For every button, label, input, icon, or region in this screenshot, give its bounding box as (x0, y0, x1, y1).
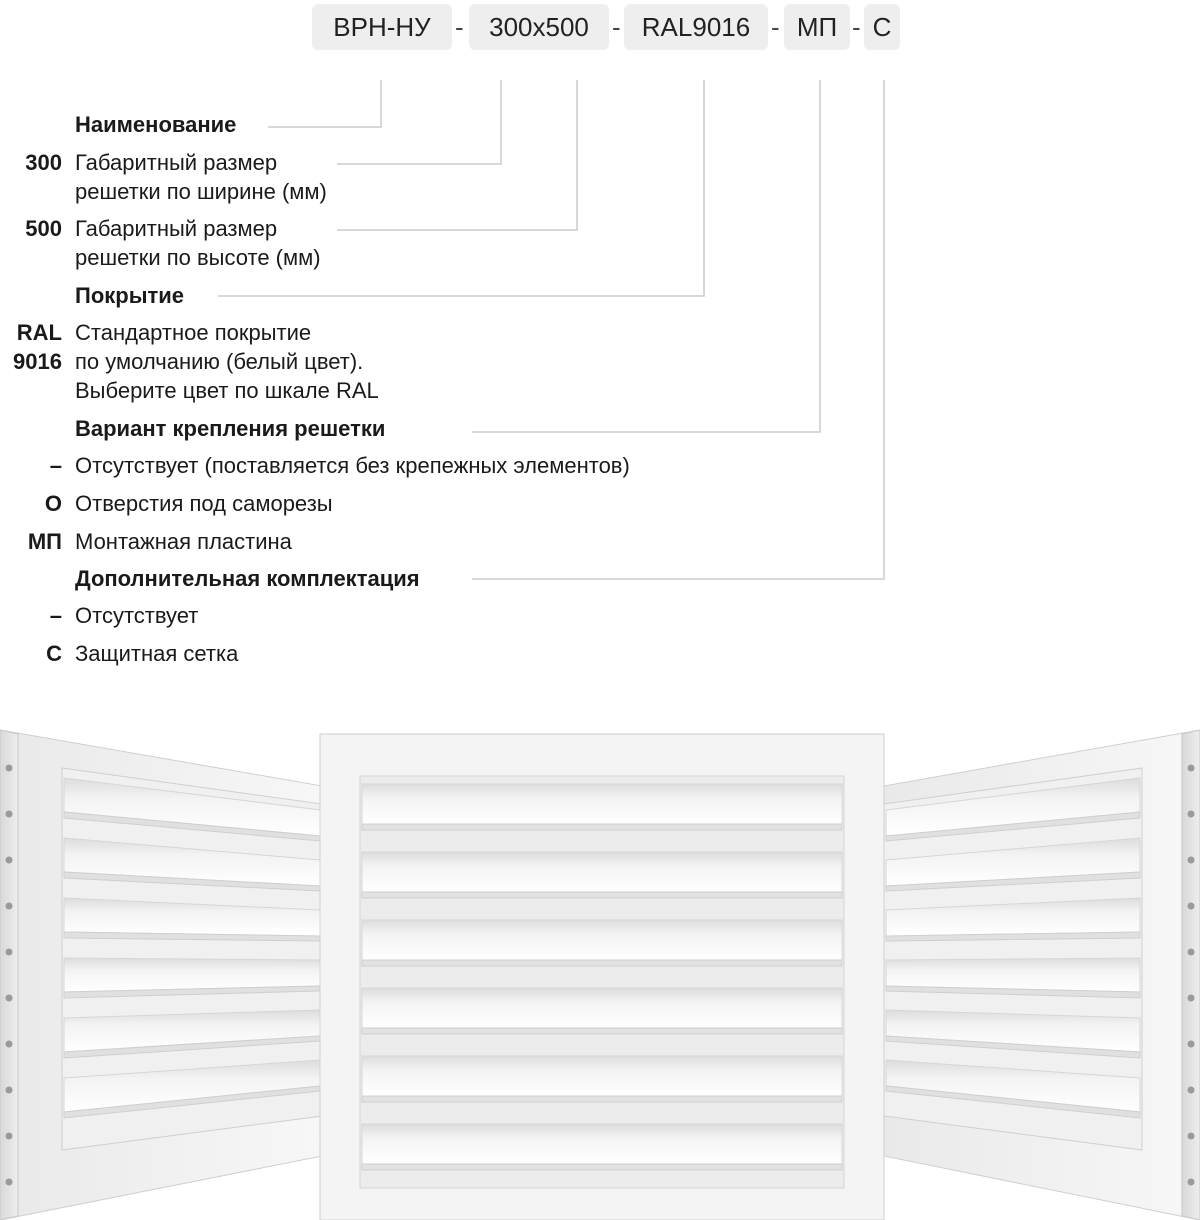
mounting-hole (1188, 995, 1195, 1002)
height-code: 500 (25, 216, 62, 241)
louver-slat (362, 852, 842, 892)
height-line2: решетки по высоте (мм) (75, 245, 321, 270)
mounting-hole (1188, 903, 1195, 910)
extra-title: Дополнительная комплектация (75, 566, 420, 591)
name-title: Наименование (75, 112, 237, 137)
connector-name (268, 80, 381, 127)
mounting-hole (1188, 1041, 1195, 1048)
mount-title: Вариант крепления решетки (75, 416, 386, 441)
louver-slat-edge (362, 892, 842, 898)
connector-height (337, 80, 577, 230)
louver-slat-edge (362, 824, 842, 830)
extra-option-text: Отсутствует (75, 603, 199, 628)
mount-option-text: Отверстия под саморезы (75, 491, 333, 516)
mounting-hole (6, 857, 13, 864)
code-separator: - (852, 12, 861, 42)
coating-code2: 9016 (13, 349, 62, 374)
code-separator: - (771, 12, 780, 42)
code-part-model: ВРН-НУ (312, 4, 452, 50)
mount-option-code: О (44, 491, 62, 516)
coating-line1: Стандартное покрытие (75, 320, 312, 345)
code-part-extra: С (864, 4, 900, 50)
mounting-hole (6, 765, 13, 772)
connector-width (337, 80, 501, 164)
coating-line2: по умолчанию (белый цвет). (75, 349, 364, 374)
louver-slat (362, 784, 842, 824)
louver-slat (362, 988, 842, 1028)
mounting-hole (1188, 1087, 1195, 1094)
mounting-hole (6, 949, 13, 956)
extra-option-code: – (49, 603, 62, 628)
connector-extra (472, 80, 884, 579)
mounting-hole (6, 811, 13, 818)
code-separator: - (455, 12, 464, 42)
width-line1: Габаритный размер (75, 150, 278, 175)
louver-slat-edge (362, 1096, 842, 1102)
mount-option-text: Монтажная пластина (75, 529, 292, 554)
extra-option-code: С (46, 641, 62, 666)
louver-slat-edge (362, 1028, 842, 1034)
mounting-hole (6, 1041, 13, 1048)
mounting-hole (6, 1133, 13, 1140)
mounting-hole (1188, 1179, 1195, 1186)
louver-slat-edge (362, 1164, 842, 1170)
louver-slat (362, 920, 842, 960)
louver-slat-edge (362, 960, 842, 966)
mounting-hole (1188, 811, 1195, 818)
mounting-hole (1188, 765, 1195, 772)
mounting-hole (1188, 857, 1195, 864)
mounting-hole (6, 995, 13, 1002)
mounting-hole (1188, 949, 1195, 956)
coating-title: Покрытие (75, 283, 185, 308)
mounting-hole (6, 903, 13, 910)
mount-option-code: – (49, 453, 62, 478)
code-part-mount: МП (784, 4, 850, 50)
width-code: 300 (25, 150, 62, 175)
louver-slat (362, 1124, 842, 1164)
mount-option-text: Отсутствует (поставляется без крепежных элементов) (75, 453, 630, 478)
mounting-hole (6, 1179, 13, 1186)
extra-option-text: Защитная сетка (75, 641, 239, 666)
code-part-size: 300x500 (469, 4, 609, 50)
width-line2: решетки по ширине (мм) (75, 179, 327, 204)
mounting-hole (6, 1087, 13, 1094)
coating-code1: RAL (16, 320, 62, 345)
connector-mount (472, 80, 820, 432)
mounting-hole (1188, 1133, 1195, 1140)
coating-line3: Выберите цвет по шкале RAL (75, 378, 379, 403)
louver-slat (362, 1056, 842, 1096)
code-part-coating: RAL9016 (624, 4, 768, 50)
grille-illustration (0, 728, 1200, 1220)
mount-option-code: МП (27, 529, 62, 554)
code-separator: - (612, 12, 621, 42)
height-line1: Габаритный размер (75, 216, 278, 241)
